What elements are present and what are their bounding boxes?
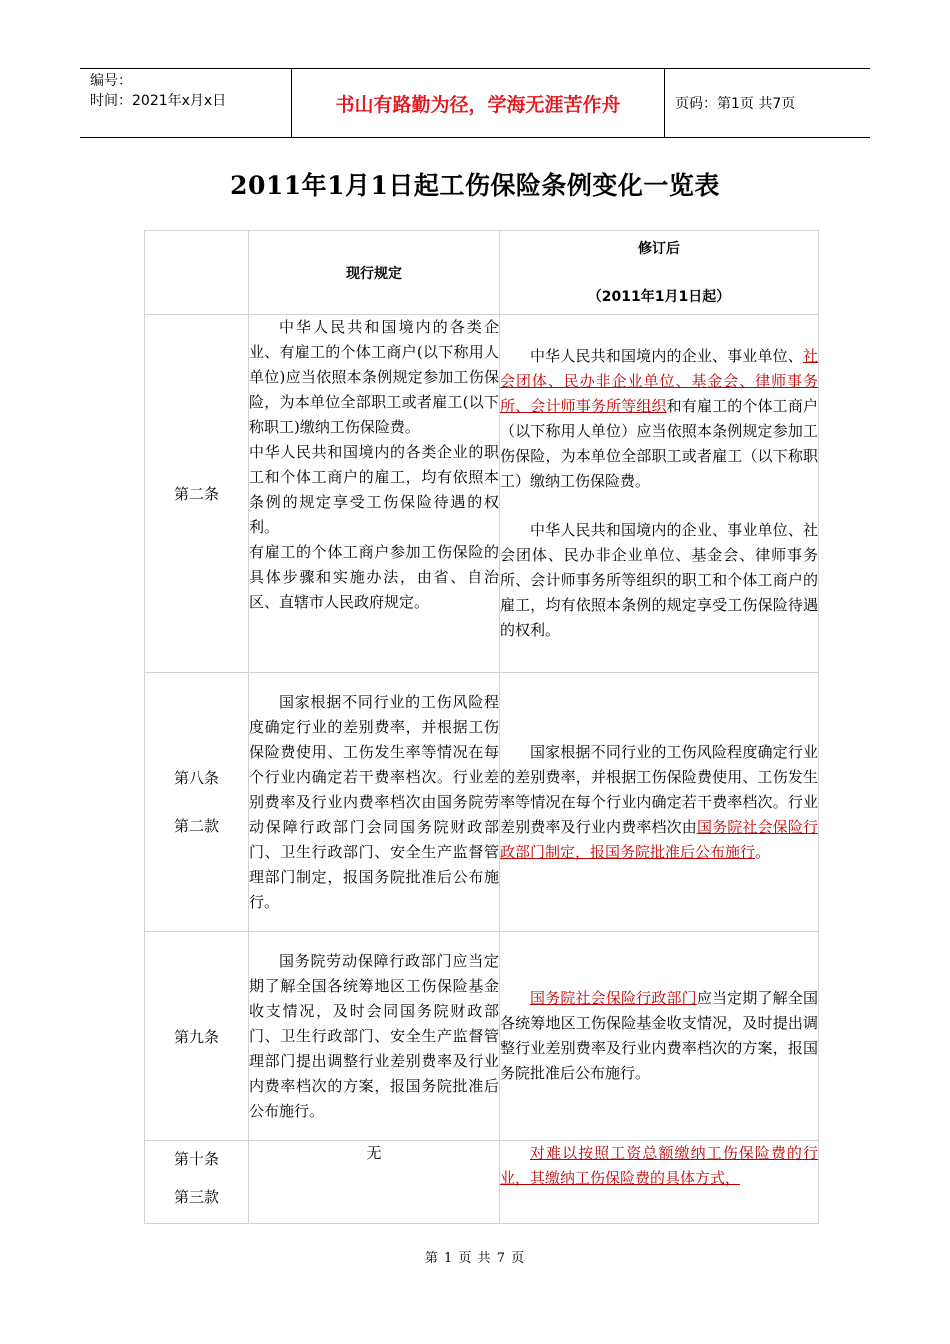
article-label: 第十条 — [173, 1150, 219, 1168]
current-paragraph: 中华人民共和国境内的各类企业的职工和个体工商户的雇工，均有依照本条例的规定享受工伤保险待遇的权利。 — [249, 443, 499, 536]
article-cell — [145, 315, 249, 673]
article-cell — [145, 673, 249, 932]
header-current — [249, 231, 500, 315]
current-paragraph: 中华人民共和国境内的各类企业、有雇工的个体工商户(以下称用人单位)应当依照本条例规定参加工伤保险，为本单位全部职工或者雇工(以下称职工)缴纳工伤保险费。 — [249, 318, 499, 436]
header-meta — [80, 69, 292, 137]
header-revised — [500, 231, 819, 315]
current-paragraph: 国家根据不同行业的工伤风险程度确定行业的差别费率，并根据工伤保险费使用、工伤发生率等情况在每个行业内确定若干费率档次。行业差别费率及行业内费率档次由国务院劳动保障行政部门会同国务院财政部门、卫生行政部门、安全生产监督管理部门制定，报国务院批准后公布施行。 — [249, 692, 499, 911]
current-rule-cell — [249, 315, 500, 673]
comparison-table — [144, 230, 819, 1224]
current-rule-cell — [249, 673, 500, 932]
clause-label: 第三款 — [173, 1188, 219, 1206]
revised-text: 和有雇工的个体工商户（以下称用人单位）应当依照本条例规定参加工伤保险，为本单位全部职工或者雇工（以下称职工）缴纳工伤保险费。 — [500, 397, 818, 490]
current-paragraph: 有雇工的个体工商户参加工伤保险的具体步骤和实施办法，由省、自治区、直辖市人民政府规定。 — [249, 543, 499, 611]
article-label: 第九条 — [173, 1027, 219, 1046]
table-header-row — [145, 231, 819, 315]
page-footer: 第 1 页 共 7 页 — [424, 1251, 526, 1266]
article-cell — [145, 1141, 249, 1224]
current-rule-cell — [249, 1141, 500, 1224]
clause-label: 第二款 — [173, 817, 219, 835]
revised-paragraph — [500, 986, 818, 1086]
table-row — [145, 1141, 819, 1224]
column-revised-date: （2011年1月1日起） — [587, 288, 731, 305]
revised-paragraph — [500, 740, 818, 865]
current-paragraph: 无 — [366, 1144, 382, 1162]
page-title: 2011年1月1日起工伤保险条例变化一览表 — [230, 171, 720, 200]
article-label: 第八条 — [173, 769, 219, 787]
number-label: 编号： — [90, 73, 132, 89]
revised-paragraph: 中华人民共和国境内的企业、事业单位、社会团体、民办非企业单位、基金会、律师事务所、会计师事务所等组织的职工和个体工商户的雇工，均有依照本条例的规定享受工伤保险待遇的权利。 — [500, 521, 818, 639]
revised-highlight: 国务院社会保险行政部门 — [530, 989, 697, 1007]
table-row — [145, 932, 819, 1141]
article-cell — [145, 932, 249, 1141]
revised-highlight: 国务院社会保险行政部门制定，报国务院批准后公布施行 — [500, 817, 818, 861]
revised-rule-cell — [500, 315, 819, 673]
revised-text: 中华人民共和国境内的企业、事业单位、 — [530, 347, 803, 365]
column-current-label: 现行规定 — [346, 265, 402, 282]
revised-highlight: 对难以按照工资总额缴纳工伤保险费的行业，其缴纳工伤保险费的具体方式， — [500, 1144, 818, 1187]
revised-paragraph — [500, 344, 818, 494]
revised-rule-cell — [500, 673, 819, 932]
time-label: 时间：2021年x月x日 — [90, 93, 227, 109]
revised-text: 国家根据不同行业的工伤风险程度确定行业的差别费率，并根据工伤保险费使用、工伤发生率等情况在每个行业内确定若干费率档次。行业差别费率及行业内费率档次由 — [500, 742, 818, 836]
current-paragraph: 国务院劳动保障行政部门应当定期了解全国各统筹地区工伤保险基金收支情况，及时会同国务院财政部门、卫生行政部门、安全生产监督管理部门提出调整行业差别费率及行业内费率档次的方案，报国务院批准后公布施行。 — [249, 951, 499, 1120]
revised-text: 。 — [755, 842, 771, 861]
header-motto: 书山有路勤为径，学海无涯苦作舟 — [292, 69, 665, 137]
document-header — [80, 68, 870, 138]
article-label: 第二条 — [173, 485, 219, 503]
header-empty-cell — [145, 231, 249, 315]
revised-highlight: 社会团体、民办非企业单位、基金会、律师事务所、会计师事务所等组织 — [500, 347, 818, 415]
revised-rule-cell — [500, 1141, 819, 1224]
revised-rule-cell — [500, 932, 819, 1141]
header-page-info: 页码：第1页 共7页 — [675, 96, 796, 112]
current-rule-cell — [249, 932, 500, 1141]
table-row — [145, 673, 819, 932]
revised-text: 应当定期了解全国各统筹地区工伤保险基金收支情况，及时提出调整行业差别费率及行业内费率档次的方案，报国务院批准后公布施行。 — [500, 989, 818, 1082]
revised-paragraph — [500, 1141, 818, 1191]
table-row — [145, 315, 819, 673]
column-revised-label: 修订后 — [638, 240, 680, 257]
